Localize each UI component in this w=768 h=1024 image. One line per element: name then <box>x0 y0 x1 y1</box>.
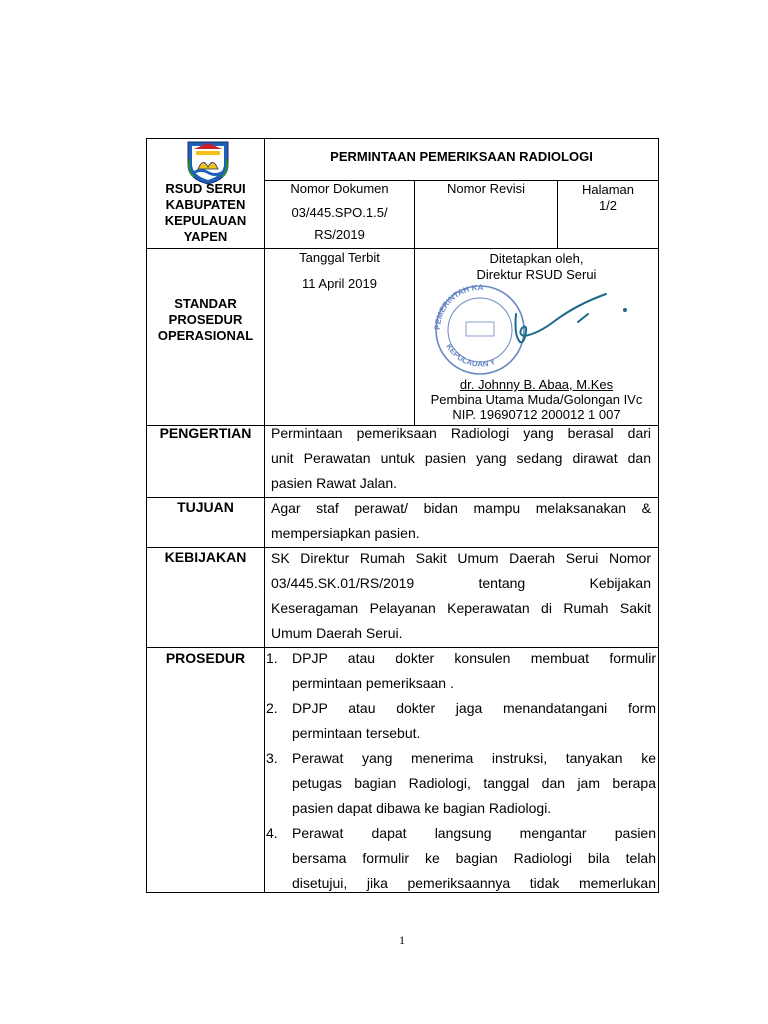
ditetapkan-role: Direktur RSUD Serui <box>476 267 597 282</box>
text-line: petugas bagian Radiologi, tanggal dan jam berapa <box>292 775 656 791</box>
halaman-label: Halaman <box>581 182 635 197</box>
org-name-line: KEPULAUAN <box>164 213 247 228</box>
prosedur-step <box>266 821 656 893</box>
nomor-revisi-label: Nomor Revisi <box>446 181 525 196</box>
text-line: permintaan tersebut. <box>292 725 421 741</box>
text-line: Permintaan pemeriksaan Radiologi yang berasal dari <box>271 425 651 441</box>
ditetapkan-label: Ditetapkan oleh, <box>489 251 584 266</box>
pengertian-text <box>271 421 651 496</box>
prosedur-step <box>266 696 656 746</box>
text-line: Perawat yang menerima instruksi, tanyakan ke <box>292 750 656 766</box>
step-number: 2. <box>266 700 278 716</box>
prosedur-step <box>266 646 656 696</box>
signature-icon <box>516 294 627 342</box>
text-line: disetujui, jika pemeriksaannya tidak memerlukan <box>292 875 656 891</box>
step-number: 4. <box>266 825 278 841</box>
stamp-text: KEPULAUAN Y <box>444 342 497 369</box>
sop-label-line: STANDAR <box>174 296 237 311</box>
org-name-line: RSUD SERUI <box>165 181 246 196</box>
tanggal-terbit-label: Tanggal Terbit <box>299 250 380 265</box>
row-divider-header <box>146 248 659 249</box>
kebijakan-label: KEBIJAKAN <box>164 549 247 565</box>
prosedur-label: PROSEDUR <box>165 650 246 666</box>
text-line: SK Direktur Rumah Sakit Umum Daerah Serui Nomor <box>271 550 651 566</box>
halaman-value: 1/2 <box>598 198 618 213</box>
official-stamp-icon <box>433 284 524 374</box>
director-block <box>415 377 658 422</box>
tujuan-text <box>271 496 651 546</box>
stamp-and-signature <box>428 284 633 376</box>
tanggal-terbit-cell <box>265 251 414 295</box>
pengertian-label: PENGERTIAN <box>159 425 252 441</box>
page-number: 1 <box>399 933 405 947</box>
director-name: dr. Johnny B. Abaa, M.Kes <box>459 377 614 392</box>
org-name-line: KABUPATEN <box>165 197 246 212</box>
tujuan-label: TUJUAN <box>177 499 234 515</box>
director-nip: NIP. 19690712 200012 1 007 <box>452 407 621 422</box>
step-number: 1. <box>266 650 278 666</box>
nomor-dokumen-value: RS/2019 <box>314 227 365 242</box>
regency-logo-icon <box>184 139 232 185</box>
sop-label <box>147 296 264 344</box>
text-line: Keseragaman Pelayanan Keperawatan di Rumah Sakit <box>271 600 651 616</box>
text-line: Umum Daerah Serui. <box>271 625 403 641</box>
sop-label-line: OPERASIONAL <box>157 328 254 343</box>
text-line: mempersiapkan pasien. <box>271 525 420 541</box>
sop-label-line: PROSEDUR <box>168 312 243 327</box>
kebijakan-text <box>271 546 651 646</box>
org-name <box>147 181 264 245</box>
text-line: bersama formulir ke bagian Radiologi bila telah <box>292 850 656 866</box>
text-line: pasien Rawat Jalan. <box>271 475 398 491</box>
nomor-dokumen-value: 03/445.SPO.1.5/ <box>291 205 388 220</box>
document-title: PERMINTAAN PEMERIKSAAN RADIOLOGI <box>330 149 593 164</box>
text-line: unit Perawatan untuk pasien yang sedang dirawat dan <box>271 450 651 466</box>
step-number: 3. <box>266 750 278 766</box>
text-line: DPJP atau dokter jaga menandatangani form <box>292 700 656 716</box>
director-rank: Pembina Utama Muda/Golongan IVc <box>430 392 643 407</box>
text-line: DPJP atau dokter konsulen membuat formulir <box>292 650 656 666</box>
nomor-dokumen-label: Nomor Dokumen <box>290 181 389 196</box>
text-line: Perawat dapat langsung mengantar pasien <box>292 825 656 841</box>
text-line: Agar staf perawat/ bidan mampu melaksanakan & <box>271 500 651 516</box>
tanggal-terbit-value: 11 April 2019 <box>302 276 377 291</box>
text-line: permintaan pemeriksaan . <box>292 675 454 691</box>
org-name-line: YAPEN <box>183 229 228 244</box>
nomor-dokumen-cell <box>265 182 414 246</box>
ditetapkan-cell <box>415 251 658 283</box>
stamp-text: PEMERINTAH KA <box>432 284 484 331</box>
text-line: pasien dapat dibawa ke bagian Radiologi. <box>292 800 552 816</box>
prosedur-step <box>266 746 656 821</box>
halaman-cell <box>558 182 658 214</box>
text-line: 03/445.SK.01/RS/2019 tentang Kebijakan <box>271 575 651 591</box>
